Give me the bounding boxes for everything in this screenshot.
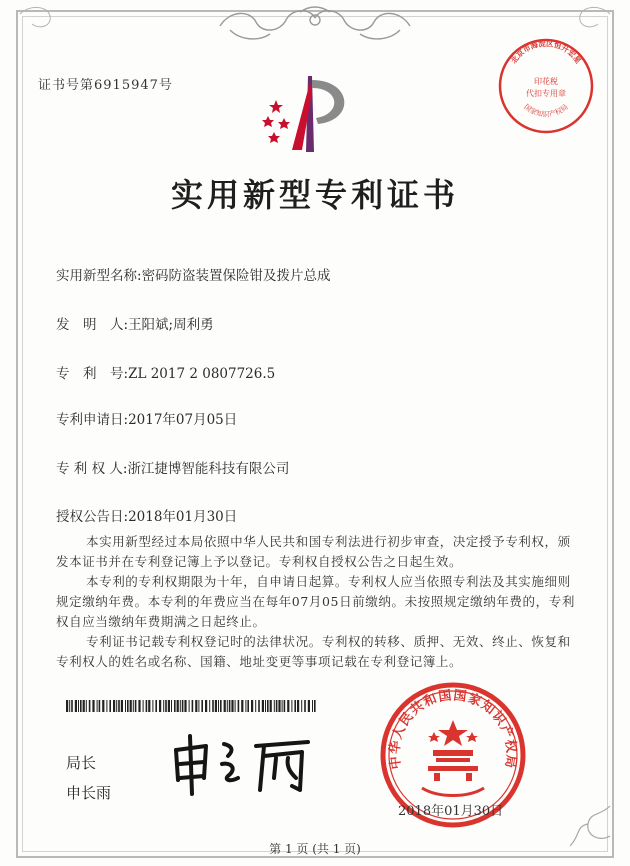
barcode-bar [278, 700, 280, 712]
seal-date: 2018年01月30日 [398, 804, 504, 819]
barcode-bar [301, 700, 302, 712]
barcode-bar [109, 700, 111, 712]
barcode-bar [180, 700, 181, 712]
field-value: 密码防盗装置保险钳及拨片总成 [141, 268, 331, 284]
barcode-bar [148, 700, 150, 712]
barcode-bar [66, 700, 68, 712]
field-application-date [56, 408, 237, 428]
barcode-bar [304, 700, 306, 712]
barcode-bar [282, 700, 283, 712]
barcode-bar [231, 700, 233, 712]
signatory-name: 申长雨 [66, 784, 112, 802]
barcode-bar [102, 700, 104, 712]
signatory-block [66, 748, 111, 808]
barcode-bar [312, 700, 313, 712]
barcode-bar [168, 700, 170, 712]
barcode-bar [130, 700, 132, 712]
barcode-bar [297, 700, 299, 712]
seal-text: 中华人民共和国国家知识产权局 [387, 688, 519, 771]
barcode-bar [99, 700, 101, 712]
barcode-bar [118, 700, 120, 712]
barcode-bar [121, 700, 123, 712]
barcode-bar [294, 700, 296, 712]
barcode-bar [195, 700, 197, 712]
certificate-body [56, 532, 576, 672]
small-seal-bottom-text: 国家知识产权局 [522, 102, 570, 119]
barcode-bar [218, 700, 219, 712]
field-value: 王阳斌;周利勇 [128, 317, 214, 333]
stamp-tax-seal [496, 36, 596, 136]
barcode-bar [86, 700, 87, 712]
barcode-bar [209, 700, 210, 712]
barcode-bar [192, 700, 194, 712]
barcode-bar [80, 700, 82, 712]
barcode-bar [247, 700, 249, 712]
barcode-bar [308, 700, 310, 712]
handwritten-signature [168, 728, 318, 798]
barcode-bar [215, 700, 217, 712]
barcode-bar [78, 700, 79, 712]
barcode-bar [89, 700, 91, 712]
barcode-bar [127, 700, 129, 712]
field-label: 专 利 权 人: [56, 461, 128, 477]
barcode-bar [287, 700, 289, 712]
barcode-bar [241, 700, 243, 712]
barcode-bar [106, 700, 107, 712]
field-patent-number [56, 362, 275, 382]
field-label: 专利申请日: [56, 412, 129, 428]
barcode-bar [113, 700, 115, 712]
field-patentee [56, 457, 289, 477]
signatory-title: 局长 [66, 754, 97, 772]
barcode-bar [75, 700, 77, 712]
barcode-bar [314, 700, 316, 712]
barcode-bar [92, 700, 94, 712]
barcode-bar [155, 700, 157, 712]
barcode-bar [235, 700, 236, 712]
field-label: 发 明 人: [56, 317, 129, 333]
field-value: 2017年07月05日 [128, 412, 238, 428]
barcode-bar [238, 700, 240, 712]
barcode-bar [251, 700, 253, 712]
barcode-bar [255, 700, 256, 712]
barcode-bar [97, 700, 98, 712]
ornament-corner-icon [560, 796, 620, 856]
barcode-bar [146, 700, 148, 712]
barcode-bar [284, 700, 286, 712]
barcode-bar [229, 700, 231, 712]
svg-text:国家知识产权局 [522, 102, 569, 118]
paragraph-grant: 本实用新型经过本局依照中华人民共和国专利法进行初步审查，决定授予专利权，颁发本证书并在专利登记簿上予以登记。专利权自授权公告之日起生效。 [56, 534, 571, 569]
barcode [66, 700, 316, 712]
small-seal-mid2-text: 代扣专用章 [526, 89, 566, 98]
barcode-bar [205, 700, 207, 712]
barcode-bar [291, 700, 292, 712]
barcode-bar [189, 700, 190, 712]
small-seal-mid-text: 印花税 [534, 77, 558, 86]
barcode-bar [267, 700, 269, 712]
paragraph-legal-status: 专利证书记载专利权登记时的法律状况。专利权的转移、质押、无效、终止、恢复和专利权人的姓名或名称、国籍、地址变更等事项记载在专利登记簿上。 [56, 634, 571, 669]
field-grant-date [56, 505, 237, 525]
barcode-bar [159, 700, 161, 712]
barcode-bar [182, 700, 184, 712]
barcode-bar [201, 700, 203, 712]
field-label: 实用新型名称: [56, 268, 142, 284]
barcode-bar [265, 700, 266, 712]
barcode-bar [133, 700, 134, 712]
field-value: 浙江捷博智能科技有限公司 [127, 461, 290, 477]
barcode-bar [198, 700, 199, 712]
barcode-bar [125, 700, 126, 712]
barcode-bar [116, 700, 117, 712]
barcode-bar [184, 700, 186, 712]
barcode-bar [227, 700, 228, 712]
field-value: ZL 2017 2 0807726.5 [128, 366, 276, 382]
barcode-bar [135, 700, 137, 712]
field-utility-model-name [56, 264, 331, 284]
barcode-bar [177, 700, 179, 712]
barcode-bar [212, 700, 214, 712]
barcode-bar [270, 700, 272, 712]
field-inventor [56, 313, 214, 333]
barcode-bar [143, 700, 144, 712]
barcode-bar [258, 700, 260, 712]
barcode-bar [245, 700, 246, 712]
barcode-bar [171, 700, 172, 712]
barcode-bar [152, 700, 153, 712]
barcode-bar [274, 700, 275, 712]
barcode-bar [138, 700, 140, 712]
certificate-title: 实用新型专利证书 [170, 176, 459, 214]
paragraph-term: 本专利的专利权期限为十年，自申请日起算。专利权人应当依照专利法及其实施细则规定缴纳年费。本专利的年费应当在每年07月05日前缴纳。未按照规定缴纳年费的，专利权自应当缴纳年费期满之日起终止。 [56, 574, 575, 629]
patent-office-logo [262, 72, 362, 162]
field-label: 专 利 号: [56, 366, 129, 382]
svg-text:北京市海淀区恒升宏星 [508, 38, 584, 66]
barcode-bar [71, 700, 73, 712]
barcode-bar [165, 700, 167, 712]
barcode-bar [163, 700, 164, 712]
certificate-number: 证书号第6915947号 [38, 78, 173, 93]
field-label: 授权公告日: [56, 509, 129, 525]
field-value: 2018年01月30日 [128, 509, 238, 525]
barcode-bar [276, 700, 278, 712]
barcode-bar [83, 700, 85, 712]
barcode-bar [262, 700, 264, 712]
barcode-bar [174, 700, 176, 712]
barcode-bar [220, 700, 222, 712]
page-footer: 第 1 页 (共 1 页) [269, 842, 361, 856]
barcode-bar [224, 700, 226, 712]
barcode-bar [69, 700, 70, 712]
small-seal-top-text: 北京市海淀区恒升宏星 [509, 39, 583, 66]
